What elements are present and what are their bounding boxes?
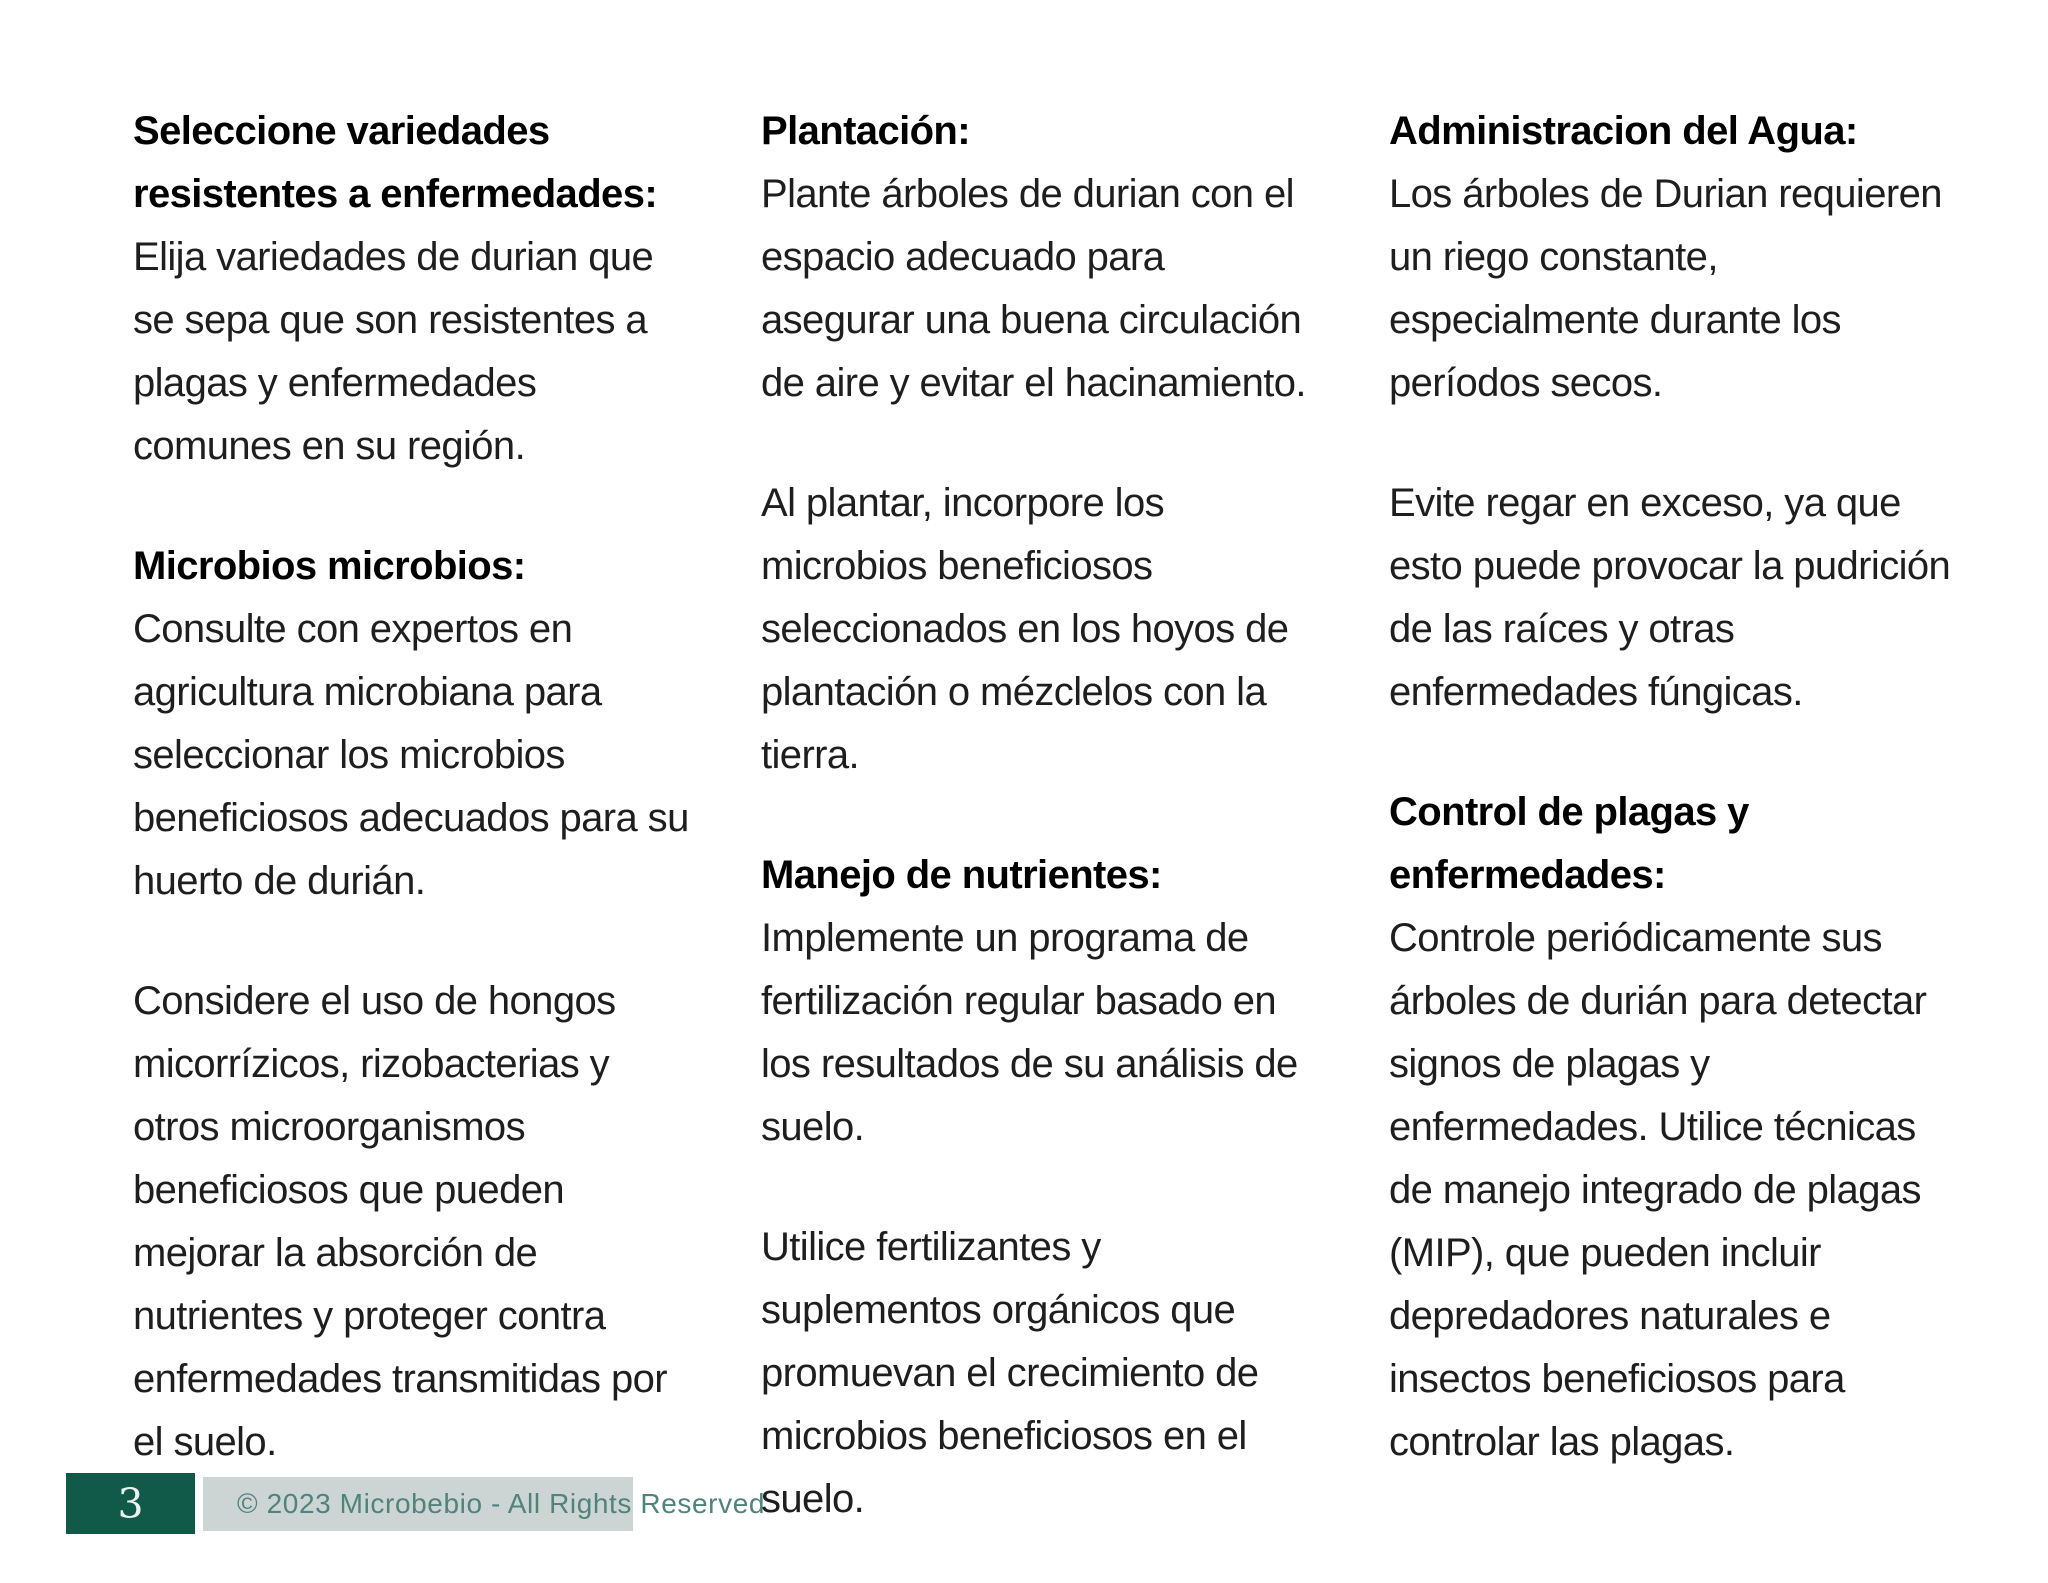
page-number-badge: 3 (66, 1473, 195, 1534)
content-columns (133, 100, 1951, 1583)
copyright-bar: © 2023 Microbebio - All Rights Reserved (203, 1477, 633, 1531)
block-body: Considere el uso de hongos micorrízicos, rizobacterias y otros microorganismos beneficiosos que pueden mejorar la absorción de nutrientes y proteger contra enfermedades transmitidas por el suelo. (133, 979, 667, 1464)
text-block (1389, 472, 1951, 724)
text-block (133, 970, 695, 1474)
text-block (1389, 100, 1951, 415)
block-heading: Microbios microbios: (133, 544, 526, 588)
block-body: Plante árboles de durian con el espacio adecuado para asegurar una buena circulación de aire y evitar el hacinamiento. (761, 172, 1306, 405)
block-body: Los árboles de Durian requieren un riego constante, especialmente durante los períodos secos. (1389, 172, 1942, 405)
block-body: Implemente un programa de fertilización regular basado en los resultados de su análisis de suelo. (761, 916, 1298, 1149)
block-heading: Seleccione variedades resistentes a enfermedades: (133, 109, 658, 216)
text-block (761, 100, 1323, 415)
text-block (133, 535, 695, 913)
block-body: Al plantar, incorpore los microbios beneficiosos seleccionados en los hoyos de plantación o mézclelos con la tierra. (761, 481, 1289, 777)
block-body: Utilice fertilizantes y suplementos orgánicos que promuevan el crecimiento de microbios beneficiosos en el suelo. (761, 1225, 1259, 1521)
text-block (761, 844, 1323, 1159)
text-block (133, 100, 695, 478)
text-block (1389, 781, 1951, 1474)
block-heading: Control de plagas y enfermedades: (1389, 790, 1749, 897)
block-body: Elija variedades de durian que se sepa que son resistentes a plagas y enfermedades comunes en su región. (133, 235, 654, 468)
block-body: Evite regar en exceso, ya que esto puede provocar la pudrición de las raíces y otras enfermedades fúngicas. (1389, 481, 1951, 714)
column-2 (761, 100, 1323, 1583)
block-heading: Administracion del Agua: (1389, 109, 1858, 153)
text-block (761, 472, 1323, 787)
block-body: Consulte con expertos en agricultura microbiana para seleccionar los microbios beneficiosos adecuados para su huerto de durián. (133, 607, 689, 903)
block-heading: Plantación: (761, 109, 970, 153)
text-block (761, 1216, 1323, 1531)
column-1 (133, 100, 695, 1583)
block-body: Controle periódicamente sus árboles de durián para detectar signos de plagas y enfermedades. Utilice técnicas de manejo integrado de plagas (MIP), que pueden incluir depredadores naturales e insectos beneficiosos para controlar las plagas. (1389, 916, 1927, 1464)
block-heading: Manejo de nutrientes: (761, 853, 1162, 897)
column-3 (1389, 100, 1951, 1583)
